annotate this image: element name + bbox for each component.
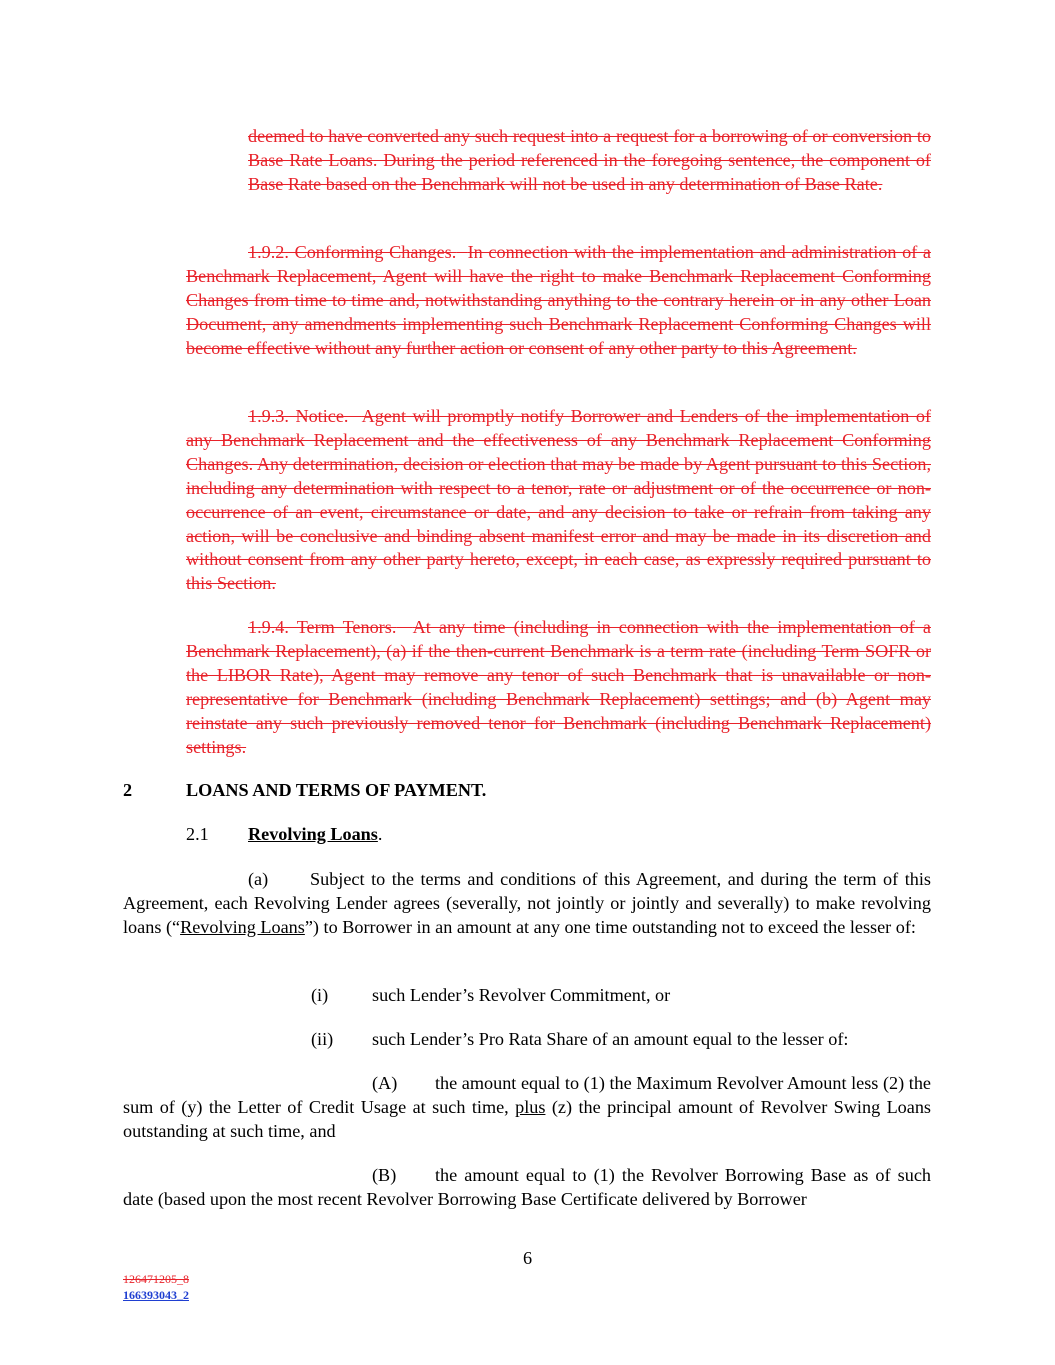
- deleted-paragraph-1-9-1-tail: deemed to have converted any such request into a request for a borrowing of or conversion to Base Rate Loans. During the period referenced in the foregoing sentence, the component of Base Rate based on the Benchmark will not be used in any determination of Base Rate.: [248, 126, 931, 194]
- paragraph-a: [123, 868, 931, 940]
- section-2-title: LOANS AND TERMS OF PAYMENT.: [186, 780, 487, 800]
- deleted-section-1-9-4: [186, 616, 931, 759]
- paragraph-a-label: (a): [248, 869, 269, 889]
- section-2-1-number: 2.1: [186, 824, 209, 844]
- deleted-section-1-9-3: [186, 405, 931, 596]
- section-2-1-title-period: .: [377, 824, 383, 844]
- section-2-1-heading: [248, 823, 382, 847]
- item-i-text: such Lender’s Revolver Commitment, or: [372, 985, 671, 1005]
- section-2-1-title: Revolving Loans: [248, 824, 378, 844]
- section-1-9-2-body: In connection with the implementation and administration of a Benchmark Replacement, Agent will have the right to make Benchmark Replacement Conforming Changes from time to time and, notwithstanding anything to the contrary herein or in any other Loan Document, any amendments implementing such Benchmark Replacement Conforming Changes will become effective without any further action or consent of any other party to this Agreement.: [186, 242, 931, 358]
- deleted-section-1-9-2: [186, 241, 931, 361]
- section-1-9-4-heading: 1.9.4. Term Tenors.: [248, 617, 397, 637]
- item-ii-label: (ii): [311, 1029, 334, 1049]
- section-1-9-2-heading: 1.9.2. Conforming Changes.: [248, 242, 457, 262]
- item-B: [123, 1164, 931, 1212]
- page-number: 6: [522, 1248, 533, 1268]
- section-2-number: 2: [123, 780, 133, 800]
- item-i-label: (i): [311, 985, 329, 1005]
- item-A-text-before: the amount equal to (1) the Maximum Revolver Amount less (2) the sum of (y) the Letter of Credit Usage at such time,: [123, 1073, 931, 1117]
- item-A-label: (A): [372, 1073, 398, 1093]
- deleted-document-id: 126471205_8: [123, 1272, 189, 1286]
- defined-term-revolving-loans: Revolving Loans: [180, 916, 305, 937]
- item-A-text-after: (z) the principal amount of Revolver Swing Loans outstanding at such time, and: [123, 1096, 932, 1141]
- item-A-plus: plus: [515, 1096, 546, 1117]
- section-1-9-3-body: Agent will promptly notify Borrower and Lenders of the implementation of any Benchmark Replacement and the effectiveness of any Benchmark Replacement Conforming Changes. Any determination, decision or election that may be made by Agent pursuant to this Section, including any determination with respect to a tenor, rate or adjustment or of the occurrence or non-occurrence of an event, circumstance or date, and any decision to take or refrain from taking any action, will be conclusive and binding absent manifest error and may be made in its discretion and without consent from any other party hereto, except, in each case, as expressly required pursuant to this Section.: [186, 406, 931, 594]
- item-A: [123, 1072, 931, 1144]
- section-1-9-3-heading: 1.9.3. Notice.: [248, 406, 349, 426]
- inserted-document-id: 166393043_2: [123, 1288, 189, 1302]
- item-B-text: the amount equal to (1) the Revolver Borrowing Base as of such date (based upon the most recent Revolver Borrowing Base Certificate delivered by Borrower: [123, 1165, 931, 1209]
- section-1-9-4-body: At any time (including in connection with the implementation of a Benchmark Replacement), (a) if the then-current Benchmark is a term rate (including Term SOFR or the LIBOR Rate), Agent may remove any tenor of such Benchmark that is unavailable or non-representative for Benchmark (including Benchmark Replacement) settings; and (b) Agent may reinstate any such previously removed tenor for Benchmark (including Benchmark Replacement) settings.: [186, 617, 931, 757]
- paragraph-a-text-after: ”) to Borrower in an amount at any one time outstanding not to exceed the lesser of:: [304, 916, 916, 937]
- item-B-label: (B): [372, 1165, 397, 1185]
- item-ii-text: such Lender’s Pro Rata Share of an amount equal to the lesser of:: [372, 1029, 849, 1049]
- paragraph-a-text-before: Subject to the terms and conditions of this Agreement, and during the term of this Agreement, each Revolving Lender agrees (severally, not jointly or jointly and severally) to make revolving loans (“: [123, 869, 931, 937]
